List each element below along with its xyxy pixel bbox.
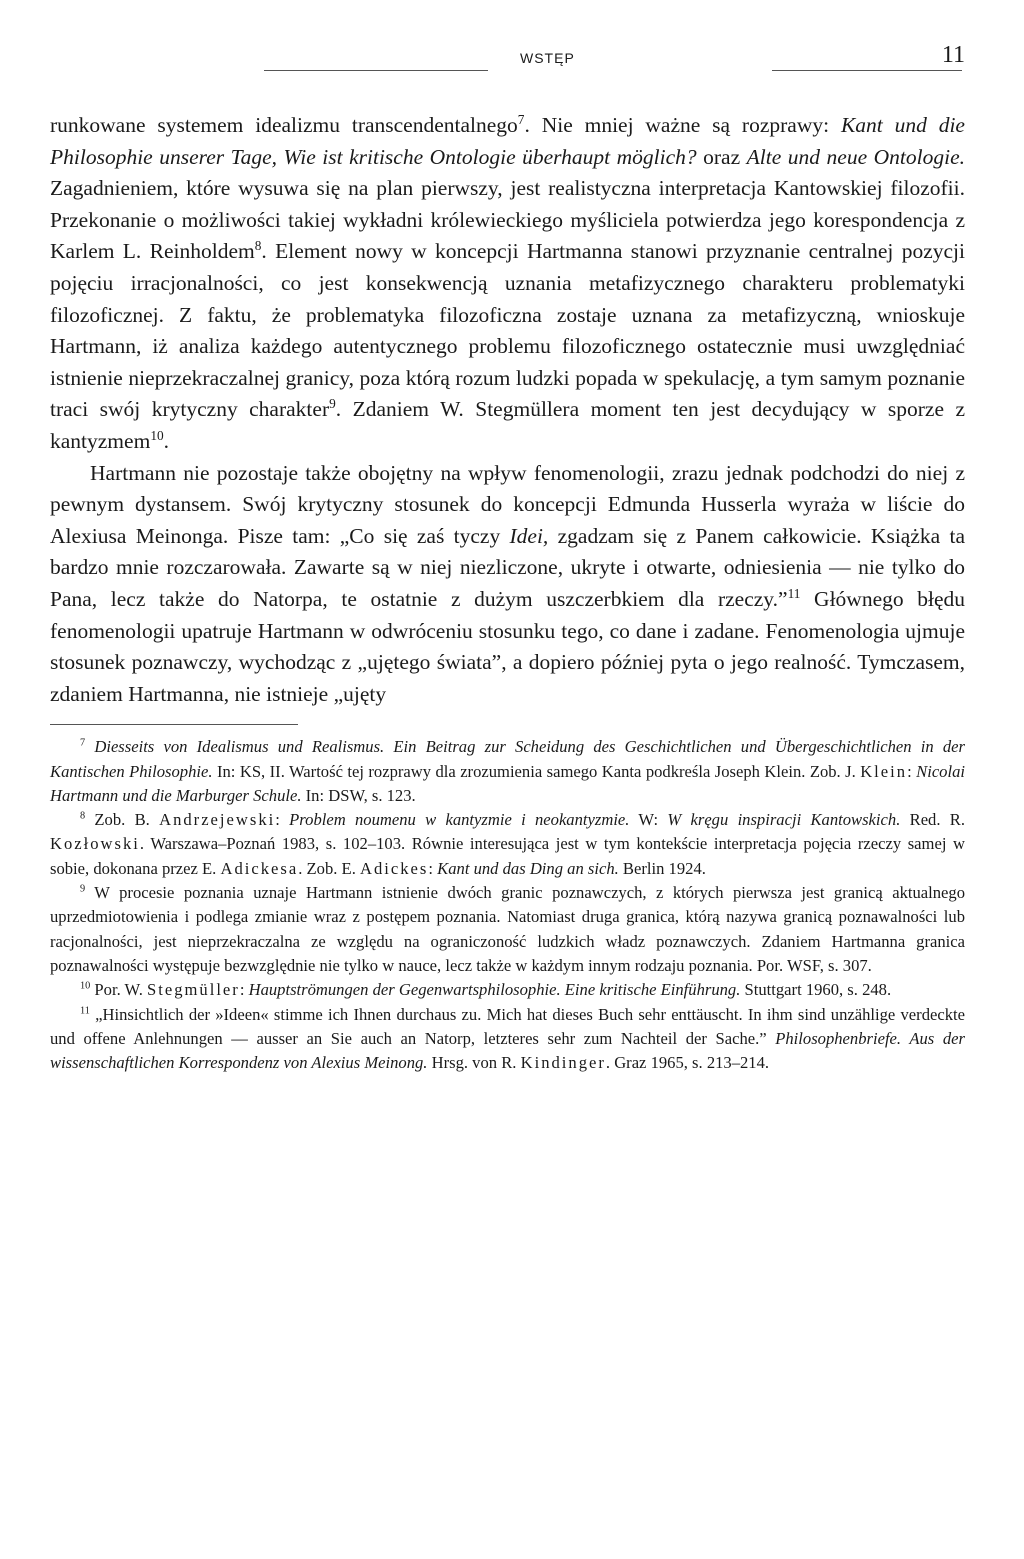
text-segment: Alte und neue Ontologie. — [746, 144, 965, 169]
book-page — [50, 40, 965, 1075]
running-head: WSTĘP — [520, 50, 575, 66]
text-segment: Berlin 1924. — [618, 858, 706, 878]
footnote-marker: 7 — [517, 111, 525, 127]
text-segment: Adickes — [360, 858, 429, 878]
text-segment: Stuttgart 1960, s. 248. — [740, 980, 892, 1000]
footnote-marker: 8 — [254, 238, 262, 254]
text-segment: Kindinger — [520, 1053, 606, 1073]
footnote-8 — [50, 808, 965, 881]
text-segment: . Graz 1965, s. 213–214. — [605, 1053, 770, 1073]
footnote-separator — [50, 724, 298, 725]
text-segment: Idei, — [509, 523, 549, 548]
text-segment: runkowane systemem idealizmu transcendentalnego — [50, 113, 518, 137]
text-segment: Por. W. — [90, 980, 147, 1000]
text-segment: : — [428, 858, 438, 878]
text-segment: Hrsg. von R. — [427, 1053, 521, 1073]
text-segment: Zob. B. — [85, 810, 160, 830]
text-segment: Zagadnieniem, które wysuwa się na plan pierwszy, jest realistyczna interpretacja Kantowskiej filozofii. Przekonanie o możliwości takiej wykładni królewieckiego myśliciela potwierdza jego korespondencja z Karlem L. Reinholdem — [50, 176, 965, 264]
text-segment: Red. R. — [900, 810, 966, 830]
text-segment: Adickesa — [220, 858, 299, 878]
footnote-marker: 8 — [80, 810, 86, 822]
header-rule-left — [264, 70, 488, 71]
text-segment: . Zdaniem W. Stegmüllera moment ten jest decydujący w sporze z kantyzmem — [50, 397, 965, 453]
text-segment: Kant und die Philosophie unserer Tage, Wie ist kritische Ontologie überhaupt möglich? — [50, 113, 965, 169]
text-segment: W: — [629, 810, 668, 830]
text-segment: . Warszawa–Poznań 1983, s. 102–103. Równie interesująca jest w tym kontekście interpretacja pojęcia rzeczy samej w sobie, dokonana przez E. — [50, 834, 965, 878]
footnote-marker: 11 — [787, 585, 801, 601]
footnote-marker: 9 — [329, 396, 336, 412]
text-segment: Stegmüller — [147, 980, 240, 1000]
footnote-marker: 10 — [150, 427, 164, 443]
text-segment: Hauptströmungen der Gegenwartsphilosophie. Eine kritische Einführung. — [248, 980, 741, 1000]
text-segment: . Zob. E. — [298, 858, 360, 878]
text-segment: : — [275, 810, 290, 830]
text-segment: Andrzejewski — [159, 810, 276, 830]
text-segment: Problem noumenu w kantyzmie i neokantyzmie. — [289, 810, 630, 830]
footnote-10 — [50, 978, 965, 1002]
footnote-11 — [50, 1003, 965, 1076]
footnote-marker: 10 — [80, 980, 91, 992]
text-segment: In: KS, II. Wartość tej rozprawy dla zrozumienia samego Kanta podkreśla Joseph Klein. Zob. J. — [212, 761, 861, 781]
text-segment: Klein — [860, 761, 908, 781]
footnote-7 — [50, 735, 965, 808]
text-segment: oraz — [696, 144, 747, 169]
page-header — [50, 40, 965, 80]
footnote-marker: 7 — [80, 737, 86, 749]
paragraph-1 — [50, 110, 965, 458]
text-segment: Nicolai Hartmann und die Marburger Schule. — [50, 761, 965, 805]
paragraph-2 — [50, 458, 965, 711]
footnote-9 — [50, 881, 965, 978]
header-rule-right — [772, 70, 962, 71]
text-segment: „Hinsichtlich der »Ideen« stimme ich Ihnen durchaus zu. Mich hat dieses Buch sehr enttäuscht. In ihm sind unzählige verdeckte und offene Anlehnungen — ausser an Sie auch an Natorp, letzteres sehr zum Nachteil der Sache.” — [50, 1004, 965, 1048]
main-text — [50, 110, 965, 710]
text-segment: : — [907, 761, 917, 781]
text-segment: Kozłowski — [50, 834, 140, 854]
footnote-marker: 9 — [80, 883, 86, 895]
page-number: 11 — [941, 42, 965, 68]
text-segment: W procesie poznania uznaje Hartmann istnienie dwóch granic poznawczych, z których pierwsza jest granicą aktualnego uprzedmiotowienia i podlega zmianie wraz z postępem poznania. Natomiast druga granica, którą nazywa granicą poznawalności lub racjonalności, jest nieprzekraczalna ze względu na ograniczoność ludzkich władz poznawczych. Zdaniem Hartmanna granica poznawalności występuje bezwzględnie nie tylko w nauce, lecz także w każdym innym rodzaju poznania. Por. WSF, s. 307. — [50, 883, 965, 975]
text-segment: Głównego błędu fenomenologii upatruje Hartmann w odwróceniu stosunku tego, co dane i zadane. Fenomenologia ujmuje stosunek poznawczy, wychodząc z „ujętego świata”, a dopiero później pyta o jego realność. Tymczasem, zdaniem Hartmanna, nie istnieje „ujęty — [50, 586, 965, 706]
text-segment: Diesseits von Idealismus und Realismus. Ein Beitrag zur Scheidung des Geschichtlichen und Übergeschichtlichen in der Kantischen Philosophie. — [50, 737, 965, 781]
footnote-marker: 11 — [80, 1005, 90, 1017]
text-segment: W kręgu inspiracji Kantowskich. — [667, 810, 901, 830]
footnotes — [50, 735, 965, 1075]
text-segment: . Nie mniej ważne są rozprawy: — [524, 113, 841, 137]
text-segment: zgadzam się z Panem całkowicie. Książka ta bardzo mnie rozczarowała. Zawarte są w niej niezliczone, ukryte i otwarte, odniesienia — nie tylko do Pana, lecz także do Natorpa, te ostatnie z dużym uszczerbkiem dla rzeczy.” — [50, 523, 965, 611]
text-segment: . Element nowy w koncepcji Hartmanna stanowi przyznanie centralnej pozycji pojęciu irracjonalności, co jest konsekwencją uznania metafizycznego charakteru problematyki filozoficznej. Z faktu, że problematyka filozoficzna zostaje uznana za metafizyczną, wnioskuje Hartmann, iż analiza każdego autentycznego problemu filozoficznego ostatecznie musi uwzględniać istnienie nieprzekraczalnej granicy, poza którą rozum ludzki popada w spekulację, a tym samym poznanie traci swój krytyczny charakter — [50, 239, 965, 422]
text-segment — [85, 737, 94, 756]
text-segment: Kant und das Ding an sich. — [437, 858, 619, 878]
text-segment: Philosophenbriefe. Aus der wissenschaftlichen Korrespondenz von Alexius Meinong. — [50, 1028, 965, 1073]
text-segment: : — [239, 980, 249, 1000]
text-segment: In: DSW, s. 123. — [301, 785, 416, 805]
text-segment: Hartmann nie pozostaje także obojętny na wpływ fenomenologii, zrazu jednak podchodzi do niej z pewnym dystansem. Swój krytyczny stosunek do koncepcji Edmunda Husserla wyraża w liście do Alexiusa Meinonga. Pisze tam: „Co się zaś tyczy — [50, 460, 965, 548]
text-segment: . — [163, 428, 170, 453]
